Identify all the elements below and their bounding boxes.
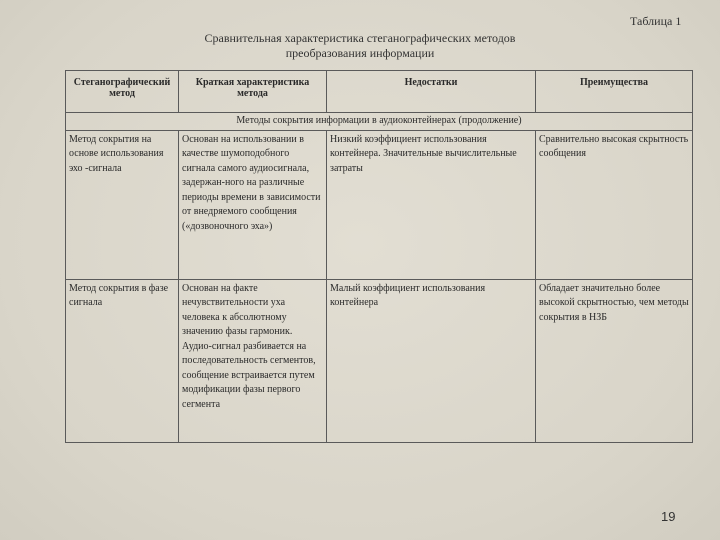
header-description: Краткая характеристика метода [179,71,327,113]
section-row [66,113,693,131]
cell-advantages: Сравнительно высокая скрытность сообщения [536,130,693,279]
header-method: Стеганографический метод [66,71,179,113]
comparison-table [65,70,693,443]
title-line-2: преобразования информации [285,46,435,60]
cell-description: Основан на факте нечувствительности уха человека к абсолютному значению фазы гармоник. Аудио-сигнал разбивается на последовательность сегментов, сообщение встраивается путем модификации фазы первого сегмента [179,279,327,442]
cell-advantages: Обладает значительно более высокой скрытностью, чем методы сокрытия в НЗБ [536,279,693,442]
cell-drawbacks: Малый коэффициент использования контейнера [327,279,536,442]
cell-drawbacks: Низкий коэффициент использования контейнера. Значительные вычислительные затраты [327,130,536,279]
page-number: 19 [661,509,676,524]
table-row [66,279,693,442]
cell-description: Основан на использовании в качестве шумоподобного сигнала самого аудиосигнала, задержан-ного на различные периоды времени в зависимости от внедряемого сообщения («дозвоночного эха») [179,130,327,279]
cell-method: Метод сокрытия на основе использования эхо -сигнала [66,130,179,279]
header-advantages: Преимущества [536,71,693,113]
header-drawbacks: Недостатки [327,71,536,113]
header-row [66,71,693,113]
table-label: Таблица 1 [630,14,682,28]
table-row [66,130,693,279]
cell-method: Метод сокрытия в фазе сигнала [66,279,179,442]
section-label: Методы сокрытия информации в аудиоконтейнерах (продолжение) [66,113,693,131]
table-title [150,31,570,61]
title-line-1: Сравнительная характеристика стеганографических методов [204,31,516,45]
